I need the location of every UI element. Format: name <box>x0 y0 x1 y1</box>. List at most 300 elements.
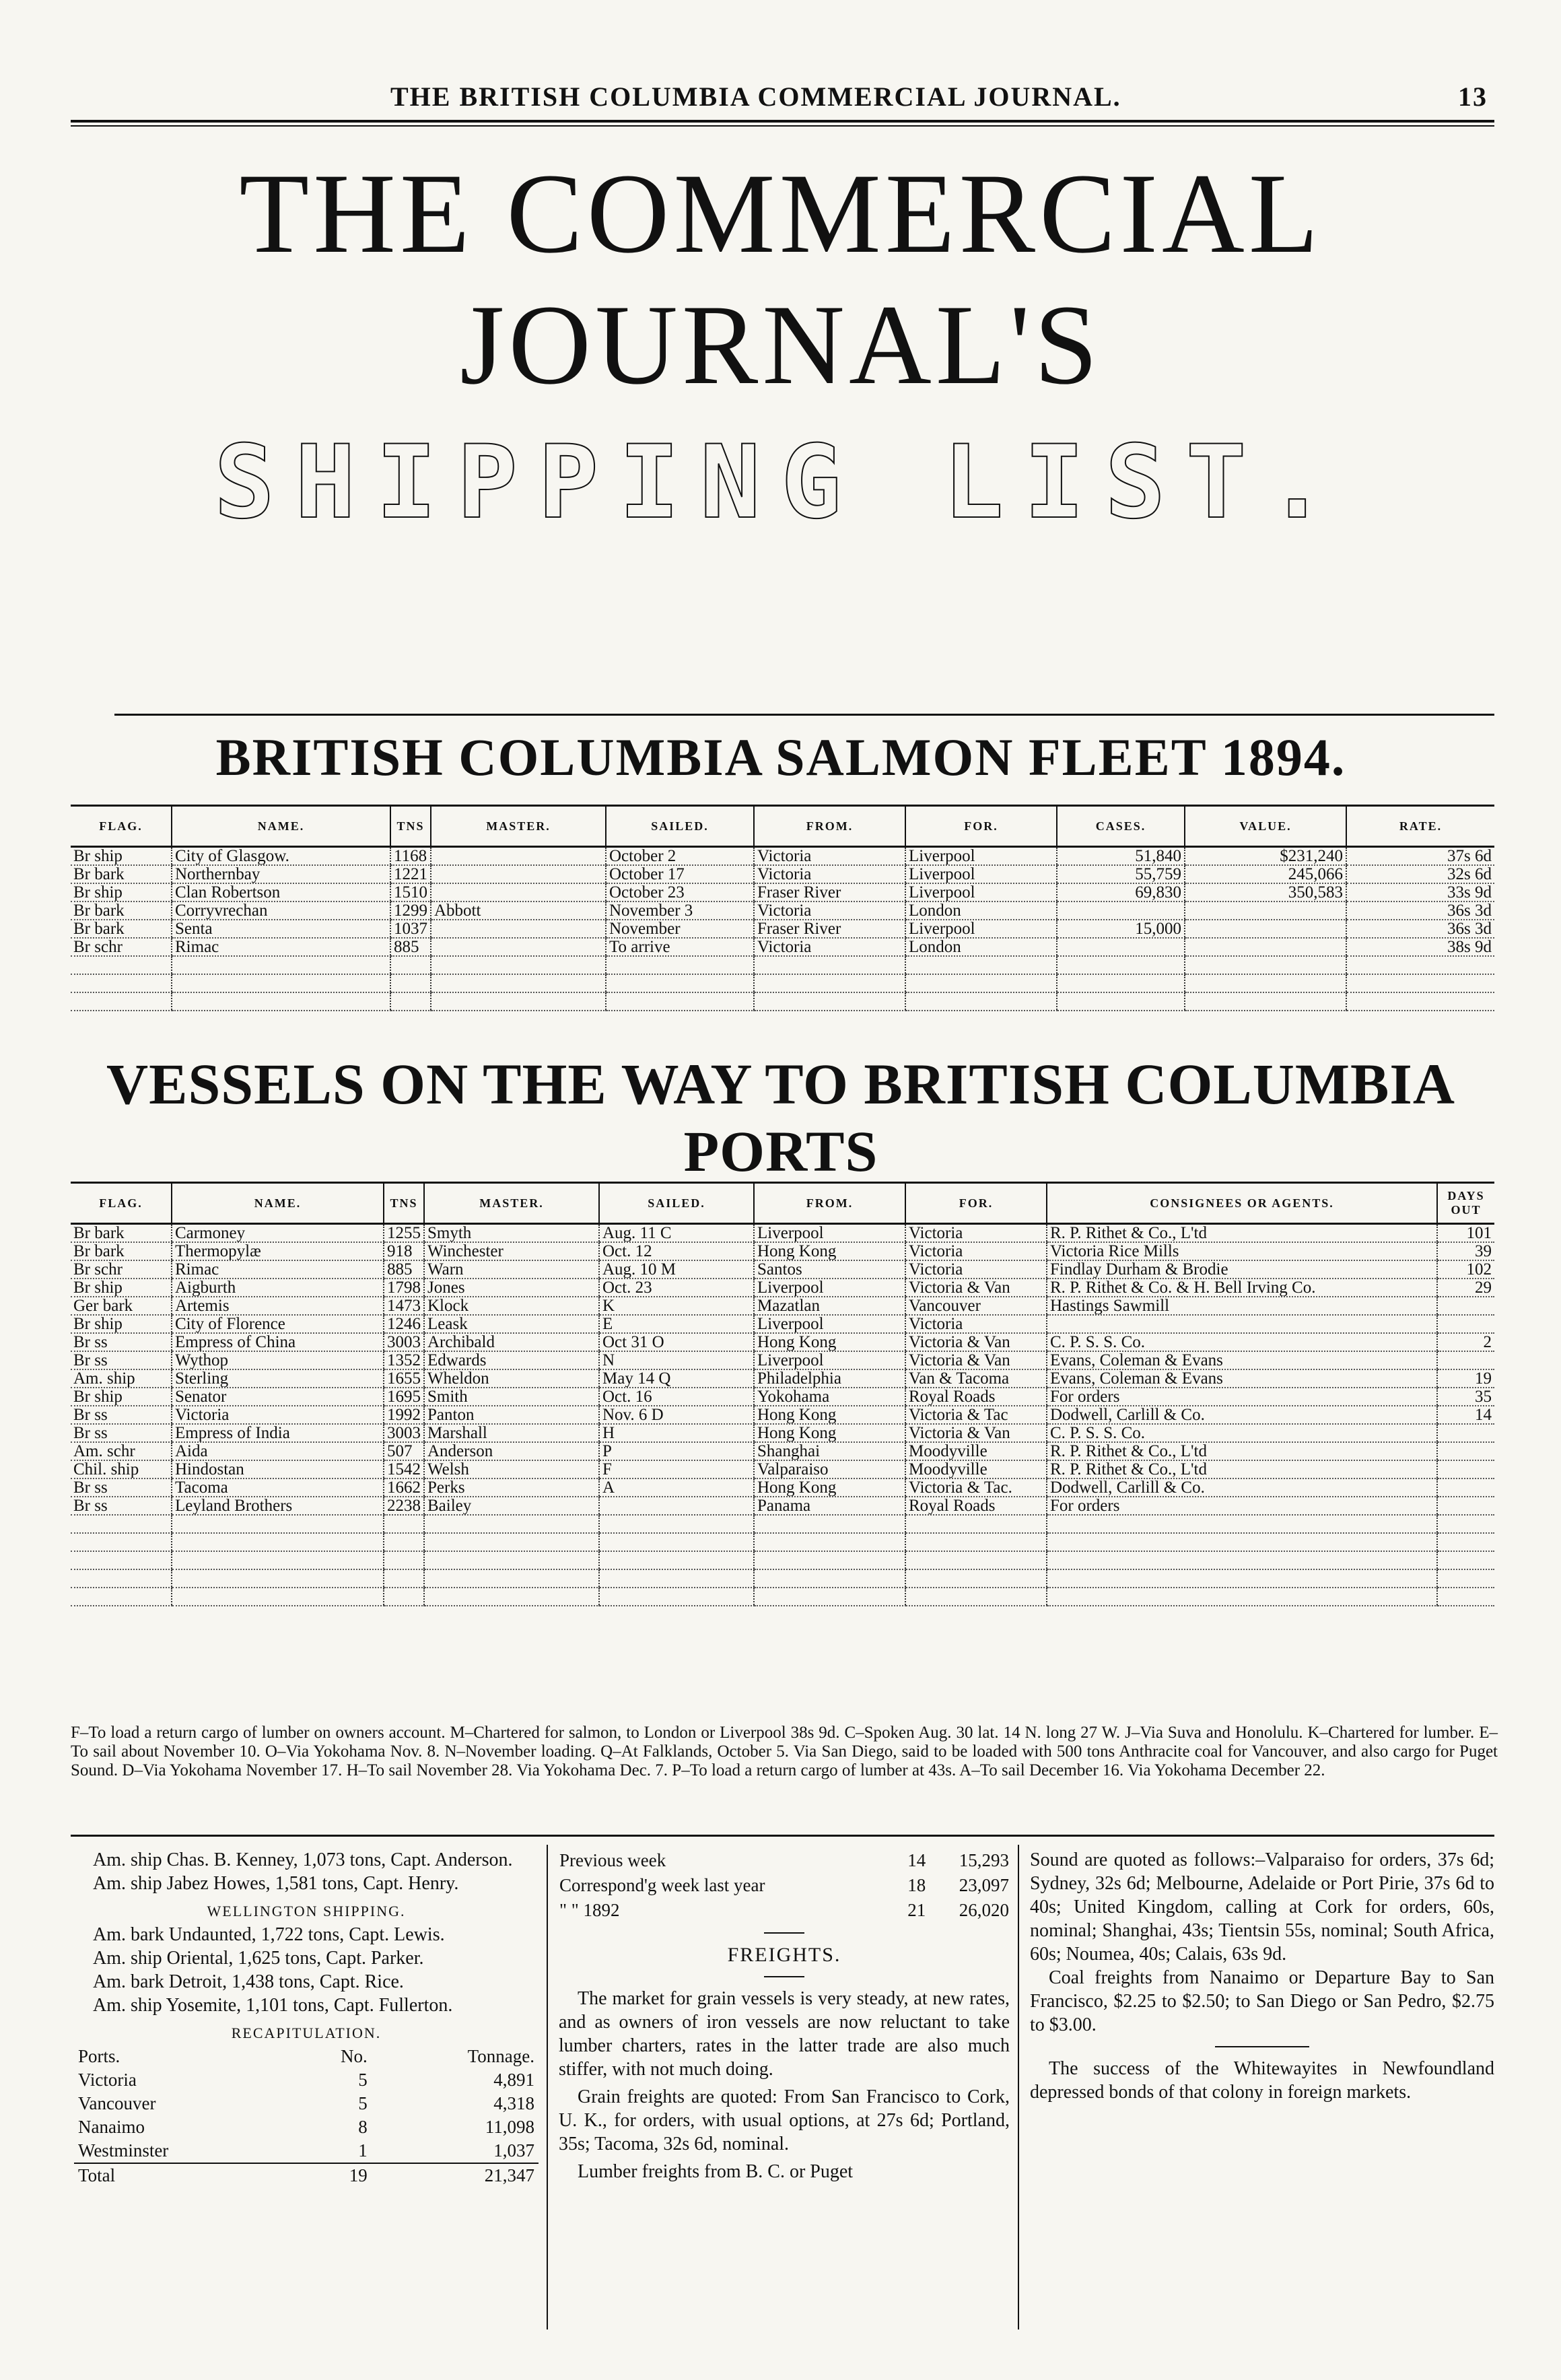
vessels-heading: VESSELS ON THE WAY TO BRITISH COLUMBIA PORTS <box>106 1052 1455 1184</box>
table-row <box>71 974 1494 992</box>
table-cell: Chil. ship <box>71 1460 172 1478</box>
table-row <box>71 1279 1494 1297</box>
table-cell: 1542 <box>384 1460 424 1478</box>
table-cell <box>1346 974 1494 992</box>
table-cell: Hong Kong <box>754 1478 905 1497</box>
stats-cell: 26,020 <box>959 1900 1009 1920</box>
column-2 <box>559 1848 1010 2183</box>
table-cell: Br schr <box>71 1260 172 1279</box>
table-cell: 38s 9d <box>1346 938 1494 956</box>
table-cell <box>1047 1315 1437 1333</box>
table-cell: Victoria <box>172 1406 384 1424</box>
table-cell: Smith <box>424 1388 599 1406</box>
table-cell: 51,840 <box>1057 847 1185 866</box>
table-cell: K <box>599 1297 754 1315</box>
stats-cell: Correspond'g week last year <box>559 1875 765 1895</box>
table-cell <box>754 956 905 974</box>
table-cell <box>71 1515 172 1533</box>
table-cell: Am. schr <box>71 1442 172 1460</box>
table-row <box>71 992 1494 1011</box>
table-cell: Liverpool <box>754 1224 905 1243</box>
table-cell: Br ss <box>71 1478 172 1497</box>
table-cell: City of Glasgow. <box>172 847 390 866</box>
stats-cell: 14 <box>907 1850 926 1870</box>
table-cell <box>1437 1315 1494 1333</box>
column-header: RATE. <box>1346 806 1494 847</box>
table-cell: City of Florence <box>172 1315 384 1333</box>
table-cell: Victoria <box>754 902 905 920</box>
table-cell: Panama <box>754 1497 905 1515</box>
table-cell: Wythop <box>172 1351 384 1369</box>
table-cell: Oct. 23 <box>599 1279 754 1297</box>
table-cell <box>384 1588 424 1606</box>
recap-heading: RECAPITULATION. <box>231 2025 382 2041</box>
table-cell <box>905 1515 1047 1533</box>
table-row <box>71 1369 1494 1388</box>
table-cell <box>599 1515 754 1533</box>
table-cell <box>390 974 431 992</box>
table-cell: 55,759 <box>1057 865 1185 883</box>
table-cell <box>71 974 172 992</box>
table-cell <box>431 920 606 938</box>
table-cell: 36s 3d <box>1346 902 1494 920</box>
table-cell: Wheldon <box>424 1369 599 1388</box>
whitewayites-paragraph: The success of the Whitewayites in Newfoundland depressed bonds of that colony in foreign markets. <box>1030 2058 1494 2103</box>
table-cell: London <box>905 902 1057 920</box>
table-cell: Santos <box>754 1260 905 1279</box>
table-cell: Liverpool <box>754 1351 905 1369</box>
table-cell: Clan Robertson <box>172 883 390 902</box>
table-cell: Hong Kong <box>754 1333 905 1351</box>
table-cell: Thermopylæ <box>172 1242 384 1260</box>
table-row <box>71 1297 1494 1315</box>
column-header: FROM. <box>754 806 905 847</box>
table-cell <box>599 1588 754 1606</box>
table-cell: 1299 <box>390 902 431 920</box>
table-cell <box>754 992 905 1011</box>
table-cell <box>1057 938 1185 956</box>
table-cell <box>754 1551 905 1569</box>
table-row <box>71 1478 1494 1497</box>
table-cell: 15,000 <box>1057 920 1185 938</box>
table-cell <box>1185 920 1346 938</box>
vessels-table <box>71 1182 1494 1606</box>
table-cell <box>1437 1515 1494 1533</box>
table-cell: 3003 <box>384 1333 424 1351</box>
table-cell <box>384 1551 424 1569</box>
table-cell <box>1057 956 1185 974</box>
recap-cell: 1,037 <box>493 2140 534 2161</box>
table-cell: Bailey <box>424 1497 599 1515</box>
table-cell: 1798 <box>384 1279 424 1297</box>
table-cell: F <box>599 1460 754 1478</box>
table-cell: Klock <box>424 1297 599 1315</box>
column-divider-1 <box>547 1845 548 2330</box>
table-cell: Victoria & Van <box>905 1333 1047 1351</box>
table-cell: Tacoma <box>172 1478 384 1497</box>
table-cell <box>1437 1497 1494 1515</box>
ship-note: Am. ship Oriental, 1,625 tons, Capt. Parker. <box>93 1948 424 1969</box>
table-cell: 19 <box>1437 1369 1494 1388</box>
recap-row <box>74 2092 539 2115</box>
table-cell: Royal Roads <box>905 1388 1047 1406</box>
table-cell <box>424 1551 599 1569</box>
table-cell: 101 <box>1437 1224 1494 1243</box>
stats-row <box>559 1873 1010 1898</box>
table-cell: Hong Kong <box>754 1424 905 1442</box>
table-cell: 350,583 <box>1185 883 1346 902</box>
table-row <box>71 1315 1494 1333</box>
table-row <box>71 902 1494 920</box>
table-cell <box>172 1588 384 1606</box>
table-cell: London <box>905 938 1057 956</box>
table-cell: Marshall <box>424 1424 599 1442</box>
table-cell: Victoria <box>905 1315 1047 1333</box>
table-cell: Smyth <box>424 1224 599 1243</box>
table-cell: Br bark <box>71 902 172 920</box>
table-cell: Br ss <box>71 1351 172 1369</box>
page-subtitle: SHIPPING LIST. <box>213 424 1348 541</box>
column-divider-2 <box>1018 1845 1019 2330</box>
table-cell: H <box>599 1424 754 1442</box>
table-cell: Northernbay <box>172 865 390 883</box>
table-cell <box>172 1533 384 1551</box>
table-cell: 32s 6d <box>1346 865 1494 883</box>
table-cell <box>431 865 606 883</box>
table-cell: Welsh <box>424 1460 599 1478</box>
ship-note: Am. bark Detroit, 1,438 tons, Capt. Rice. <box>93 1971 404 1992</box>
table-cell: October 2 <box>606 847 754 866</box>
table-cell: C. P. S. S. Co. <box>1047 1333 1437 1351</box>
table-cell: Br bark <box>71 865 172 883</box>
table-cell <box>599 1497 754 1515</box>
table-cell: Br ship <box>71 1279 172 1297</box>
table-cell: Fraser River <box>754 920 905 938</box>
table-cell <box>1185 902 1346 920</box>
divider <box>764 1976 804 1977</box>
table-cell: 35 <box>1437 1388 1494 1406</box>
lumber-rates-paragraph: Sound are quoted as follows:–Valparaiso for orders, 37s 6d; Sydney, 32s 6d; Melbourne, Adelaide or Port Pirie, 37s 6d to 40s; United Kingdom, calling at Cork for orders, 60s, nominal; Shanghai, 43s; Tientsin 55s, nominal; South Africa, 60s; Noumea, 40s; Calais, 63s 9d. <box>1030 1849 1494 1965</box>
table-cell <box>424 1515 599 1533</box>
table-cell: Artemis <box>172 1297 384 1315</box>
table-cell: Leask <box>424 1315 599 1333</box>
column-header: NAME. <box>172 806 390 847</box>
table-cell <box>172 992 390 1011</box>
table-row <box>71 1333 1494 1351</box>
column-header: FLAG. <box>99 1196 143 1210</box>
table-cell: Shanghai <box>754 1442 905 1460</box>
table-cell: Victoria & Van <box>905 1279 1047 1297</box>
table-cell: 1655 <box>384 1369 424 1388</box>
table-cell <box>754 1515 905 1533</box>
lumber-freights-paragraph: Lumber freights from B. C. or Puget <box>578 2161 854 2182</box>
running-title: THE BRITISH COLUMBIA COMMERCIAL JOURNAL. <box>390 81 1121 112</box>
column-header: FLAG. <box>99 819 143 833</box>
table-cell <box>1437 1351 1494 1369</box>
table-cell: October 17 <box>606 865 754 883</box>
column-header: DAYS OUT <box>1437 1183 1494 1224</box>
table-cell: R. P. Rithet & Co., L'td <box>1047 1460 1437 1478</box>
table-cell <box>431 938 606 956</box>
recap-col-ports: Ports. <box>78 2046 120 2066</box>
ship-note: Am. ship Chas. B. Kenney, 1,073 tons, Capt. Anderson. <box>93 1849 513 1870</box>
table-cell <box>424 1588 599 1606</box>
table-cell: Oct 31 O <box>599 1333 754 1351</box>
column-header: CONSIGNEES OR AGENTS. <box>1047 1183 1437 1224</box>
recap-row <box>74 2068 539 2092</box>
table-cell <box>606 956 754 974</box>
table-cell: Br ss <box>71 1333 172 1351</box>
column-header: TNS <box>384 1183 424 1224</box>
table-cell: Br bark <box>71 1224 172 1243</box>
recap-cell: 4,318 <box>493 2093 534 2113</box>
table-cell: For orders <box>1047 1388 1437 1406</box>
table-cell <box>71 1569 172 1588</box>
table-cell <box>1057 902 1185 920</box>
table-cell: 102 <box>1437 1260 1494 1279</box>
table-cell <box>172 1551 384 1569</box>
table-cell: Victoria & Van <box>905 1424 1047 1442</box>
table-cell: Vancouver <box>905 1297 1047 1315</box>
recap-cell: Vancouver <box>78 2093 156 2113</box>
table-cell <box>1185 974 1346 992</box>
table-cell <box>1346 956 1494 974</box>
ship-note: Am. ship Jabez Howes, 1,581 tons, Capt. Henry. <box>93 1873 459 1894</box>
table-cell <box>1437 1533 1494 1551</box>
table-cell: 1037 <box>390 920 431 938</box>
column-header: SAILED. <box>606 806 754 847</box>
table-cell <box>1437 1588 1494 1606</box>
section-rule <box>114 714 1494 716</box>
stats-cell: 15,293 <box>959 1850 1009 1870</box>
table-cell: November 3 <box>606 902 754 920</box>
table-cell <box>1185 992 1346 1011</box>
table-row <box>71 1442 1494 1460</box>
table-cell: Aug. 11 C <box>599 1224 754 1243</box>
table-cell <box>905 992 1057 1011</box>
table-cell <box>431 883 606 902</box>
table-cell: Br ship <box>71 847 172 866</box>
table-cell <box>1057 974 1185 992</box>
ship-note: Am. bark Undaunted, 1,722 tons, Capt. Lewis. <box>93 1924 445 1945</box>
table-cell <box>606 974 754 992</box>
table-row <box>71 1533 1494 1551</box>
recap-cell: 4,891 <box>493 2070 534 2090</box>
table-cell: Findlay Durham & Brodie <box>1047 1260 1437 1279</box>
table-cell <box>172 1515 384 1533</box>
table-cell: Senta <box>172 920 390 938</box>
table-cell <box>1185 938 1346 956</box>
table-cell: 1246 <box>384 1315 424 1333</box>
table-row <box>71 1242 1494 1260</box>
table-cell: Van & Tacoma <box>905 1369 1047 1388</box>
table-cell: Anderson <box>424 1442 599 1460</box>
table-cell <box>1047 1569 1437 1588</box>
coal-freights-paragraph: Coal freights from Nanaimo or Departure Bay to San Francisco, $2.25 to $2.50; to San Diego or San Pedro, $2.75 to $3.00. <box>1030 1967 1494 2035</box>
table-cell: Fraser River <box>754 883 905 902</box>
table-cell: Victoria <box>905 1260 1047 1279</box>
table-row <box>71 1388 1494 1406</box>
table-cell <box>71 1588 172 1606</box>
column-header: TNS <box>390 806 431 847</box>
table-cell <box>1047 1551 1437 1569</box>
recap-cell: 11,098 <box>485 2117 534 2137</box>
table-cell: 885 <box>384 1260 424 1279</box>
table-cell: Victoria <box>754 847 905 866</box>
table-cell <box>431 847 606 866</box>
freights-paragraph: The market for grain vessels is very steady, at new rates, and as owners of iron vessels are now reluctant to take lumber charters, rates in the latter trade are also much stiffer, with not much doing. <box>559 1988 1010 2080</box>
table-cell <box>1437 1478 1494 1497</box>
table-row <box>71 1497 1494 1515</box>
stats-cell: 18 <box>907 1875 926 1895</box>
table-cell: Senator <box>172 1388 384 1406</box>
table-cell: Philadelphia <box>754 1369 905 1388</box>
recap-cell: 1 <box>358 2140 368 2161</box>
recap-total-label: Total <box>78 2165 116 2185</box>
table-cell: N <box>599 1351 754 1369</box>
table-cell <box>431 956 606 974</box>
column-header: FOR. <box>905 1183 1047 1224</box>
table-cell: Victoria <box>754 938 905 956</box>
stats-row <box>559 1848 1010 1873</box>
table-cell <box>1437 1460 1494 1478</box>
table-cell: 918 <box>384 1242 424 1260</box>
table-row <box>71 1224 1494 1243</box>
table-cell: Victoria & Tac. <box>905 1478 1047 1497</box>
table-cell: Dodwell, Carlill & Co. <box>1047 1406 1437 1424</box>
table-cell: May 14 Q <box>599 1369 754 1388</box>
table-row <box>71 1515 1494 1533</box>
recap-cell: Westminster <box>78 2140 169 2161</box>
table-cell <box>599 1551 754 1569</box>
table-cell: 245,066 <box>1185 865 1346 883</box>
table-cell: $231,240 <box>1185 847 1346 866</box>
header-rule-thin <box>71 125 1494 127</box>
table-cell: 37s 6d <box>1346 847 1494 866</box>
table-cell: Perks <box>424 1478 599 1497</box>
freights-heading: FREIGHTS. <box>727 1944 841 1966</box>
header-rule <box>71 120 1494 123</box>
table-row <box>71 1551 1494 1569</box>
table-cell: Panton <box>424 1406 599 1424</box>
page-number: 13 <box>1458 81 1488 112</box>
table-cell: Hindostan <box>172 1460 384 1478</box>
table-cell: Hong Kong <box>754 1406 905 1424</box>
table-cell: R. P. Rithet & Co., L'td <box>1047 1224 1437 1243</box>
table-cell <box>1437 1551 1494 1569</box>
table-cell: Liverpool <box>754 1315 905 1333</box>
recap-cell: 8 <box>358 2117 368 2137</box>
table-cell <box>1437 1424 1494 1442</box>
table-cell: Br ship <box>71 883 172 902</box>
table-cell: Aug. 10 M <box>599 1260 754 1279</box>
table-cell <box>1047 1515 1437 1533</box>
table-cell: Dodwell, Carlill & Co. <box>1047 1478 1437 1497</box>
table-cell: Victoria & Tac <box>905 1406 1047 1424</box>
recap-row <box>74 2115 539 2139</box>
stats-cell: " " 1892 <box>559 1900 620 1920</box>
table-cell: 14 <box>1437 1406 1494 1424</box>
table-cell <box>754 1588 905 1606</box>
table-cell: Empress of India <box>172 1424 384 1442</box>
table-cell <box>1047 1588 1437 1606</box>
table-cell: Royal Roads <box>905 1497 1047 1515</box>
table-row <box>71 1460 1494 1478</box>
recap-total-tonnage: 21,347 <box>484 2165 534 2185</box>
table-cell <box>390 956 431 974</box>
table-cell: Victoria <box>905 1242 1047 1260</box>
table-cell: Br bark <box>71 920 172 938</box>
table-cell: October 23 <box>606 883 754 902</box>
table-cell: Edwards <box>424 1351 599 1369</box>
table-cell: R. P. Rithet & Co. & H. Bell Irving Co. <box>1047 1279 1437 1297</box>
table-cell <box>754 1569 905 1588</box>
table-cell: Empress of China <box>172 1333 384 1351</box>
table-cell: Moodyville <box>905 1460 1047 1478</box>
recap-cell: Nanaimo <box>78 2117 145 2137</box>
table-cell: To arrive <box>606 938 754 956</box>
table-cell: Victoria <box>754 865 905 883</box>
table-cell <box>172 1569 384 1588</box>
table-cell: Oct. 12 <box>599 1242 754 1260</box>
recap-cell: 5 <box>358 2070 368 2090</box>
weekly-stats-table <box>559 1848 1010 1923</box>
recap-col-no: No. <box>340 2046 368 2066</box>
table-cell: Moodyville <box>905 1442 1047 1460</box>
column-1 <box>74 1848 539 2187</box>
salmon-fleet-heading: BRITISH COLUMBIA SALMON FLEET 1894. <box>215 728 1346 786</box>
footnotes: F–To load a return cargo of lumber on owners account. M–Chartered for salmon, to London or Liverpool 38s 9d. C–Spoken Aug. 30 lat. 14 N. long 27 W. J–Via Suva and Honolulu. K–Chartered for lumber. E–To sail about November 10. O–Via Yokohama Nov. 8. N–November loading. Q–At Falklands, October 5. Via San Diego, said to be loaded with 500 tons Anthracite coal for Vancouver, and also cargo for Puget Sound. D–Via Yokohama November 17. H–To sail November 28. Via Yokohama Dec. 7. P–To load a return cargo of lumber at 43s. A–To sail December 16. Via Yokohama December 22. <box>71 1724 1498 1779</box>
table-cell: 33s 9d <box>1346 883 1494 902</box>
table-cell: 1221 <box>390 865 431 883</box>
table-cell: 885 <box>390 938 431 956</box>
table-cell: November <box>606 920 754 938</box>
table-cell: Br ss <box>71 1497 172 1515</box>
table-cell: Br ss <box>71 1424 172 1442</box>
table-row <box>71 956 1494 974</box>
table-cell: Jones <box>424 1279 599 1297</box>
column-header: MASTER. <box>431 806 606 847</box>
table-cell: Liverpool <box>905 920 1057 938</box>
table-row <box>71 847 1494 866</box>
column-3 <box>1030 1848 1494 2104</box>
table-cell: Mazatlan <box>754 1297 905 1315</box>
table-cell: 1255 <box>384 1224 424 1243</box>
table-cell: 1168 <box>390 847 431 866</box>
table-cell <box>424 1569 599 1588</box>
wellington-heading: WELLINGTON SHIPPING. <box>207 1903 406 1919</box>
salmon-fleet-table <box>71 805 1494 1011</box>
table-cell <box>71 956 172 974</box>
table-cell: Liverpool <box>754 1279 905 1297</box>
table-cell: Nov. 6 D <box>599 1406 754 1424</box>
column-header: VALUE. <box>1185 806 1346 847</box>
table-cell: 69,830 <box>1057 883 1185 902</box>
table-cell: Valparaiso <box>754 1460 905 1478</box>
table-cell <box>905 1533 1047 1551</box>
table-cell: P <box>599 1442 754 1460</box>
table-cell: 1352 <box>384 1351 424 1369</box>
table-cell: 1510 <box>390 883 431 902</box>
table-cell: Br ship <box>71 1388 172 1406</box>
table-row <box>71 883 1494 902</box>
table-cell: 1473 <box>384 1297 424 1315</box>
column-header: SAILED. <box>599 1183 754 1224</box>
table-cell <box>1346 992 1494 1011</box>
table-cell: Winchester <box>424 1242 599 1260</box>
recap-cell: Victoria <box>78 2070 137 2090</box>
recap-col-tonnage: Tonnage. <box>467 2046 534 2066</box>
